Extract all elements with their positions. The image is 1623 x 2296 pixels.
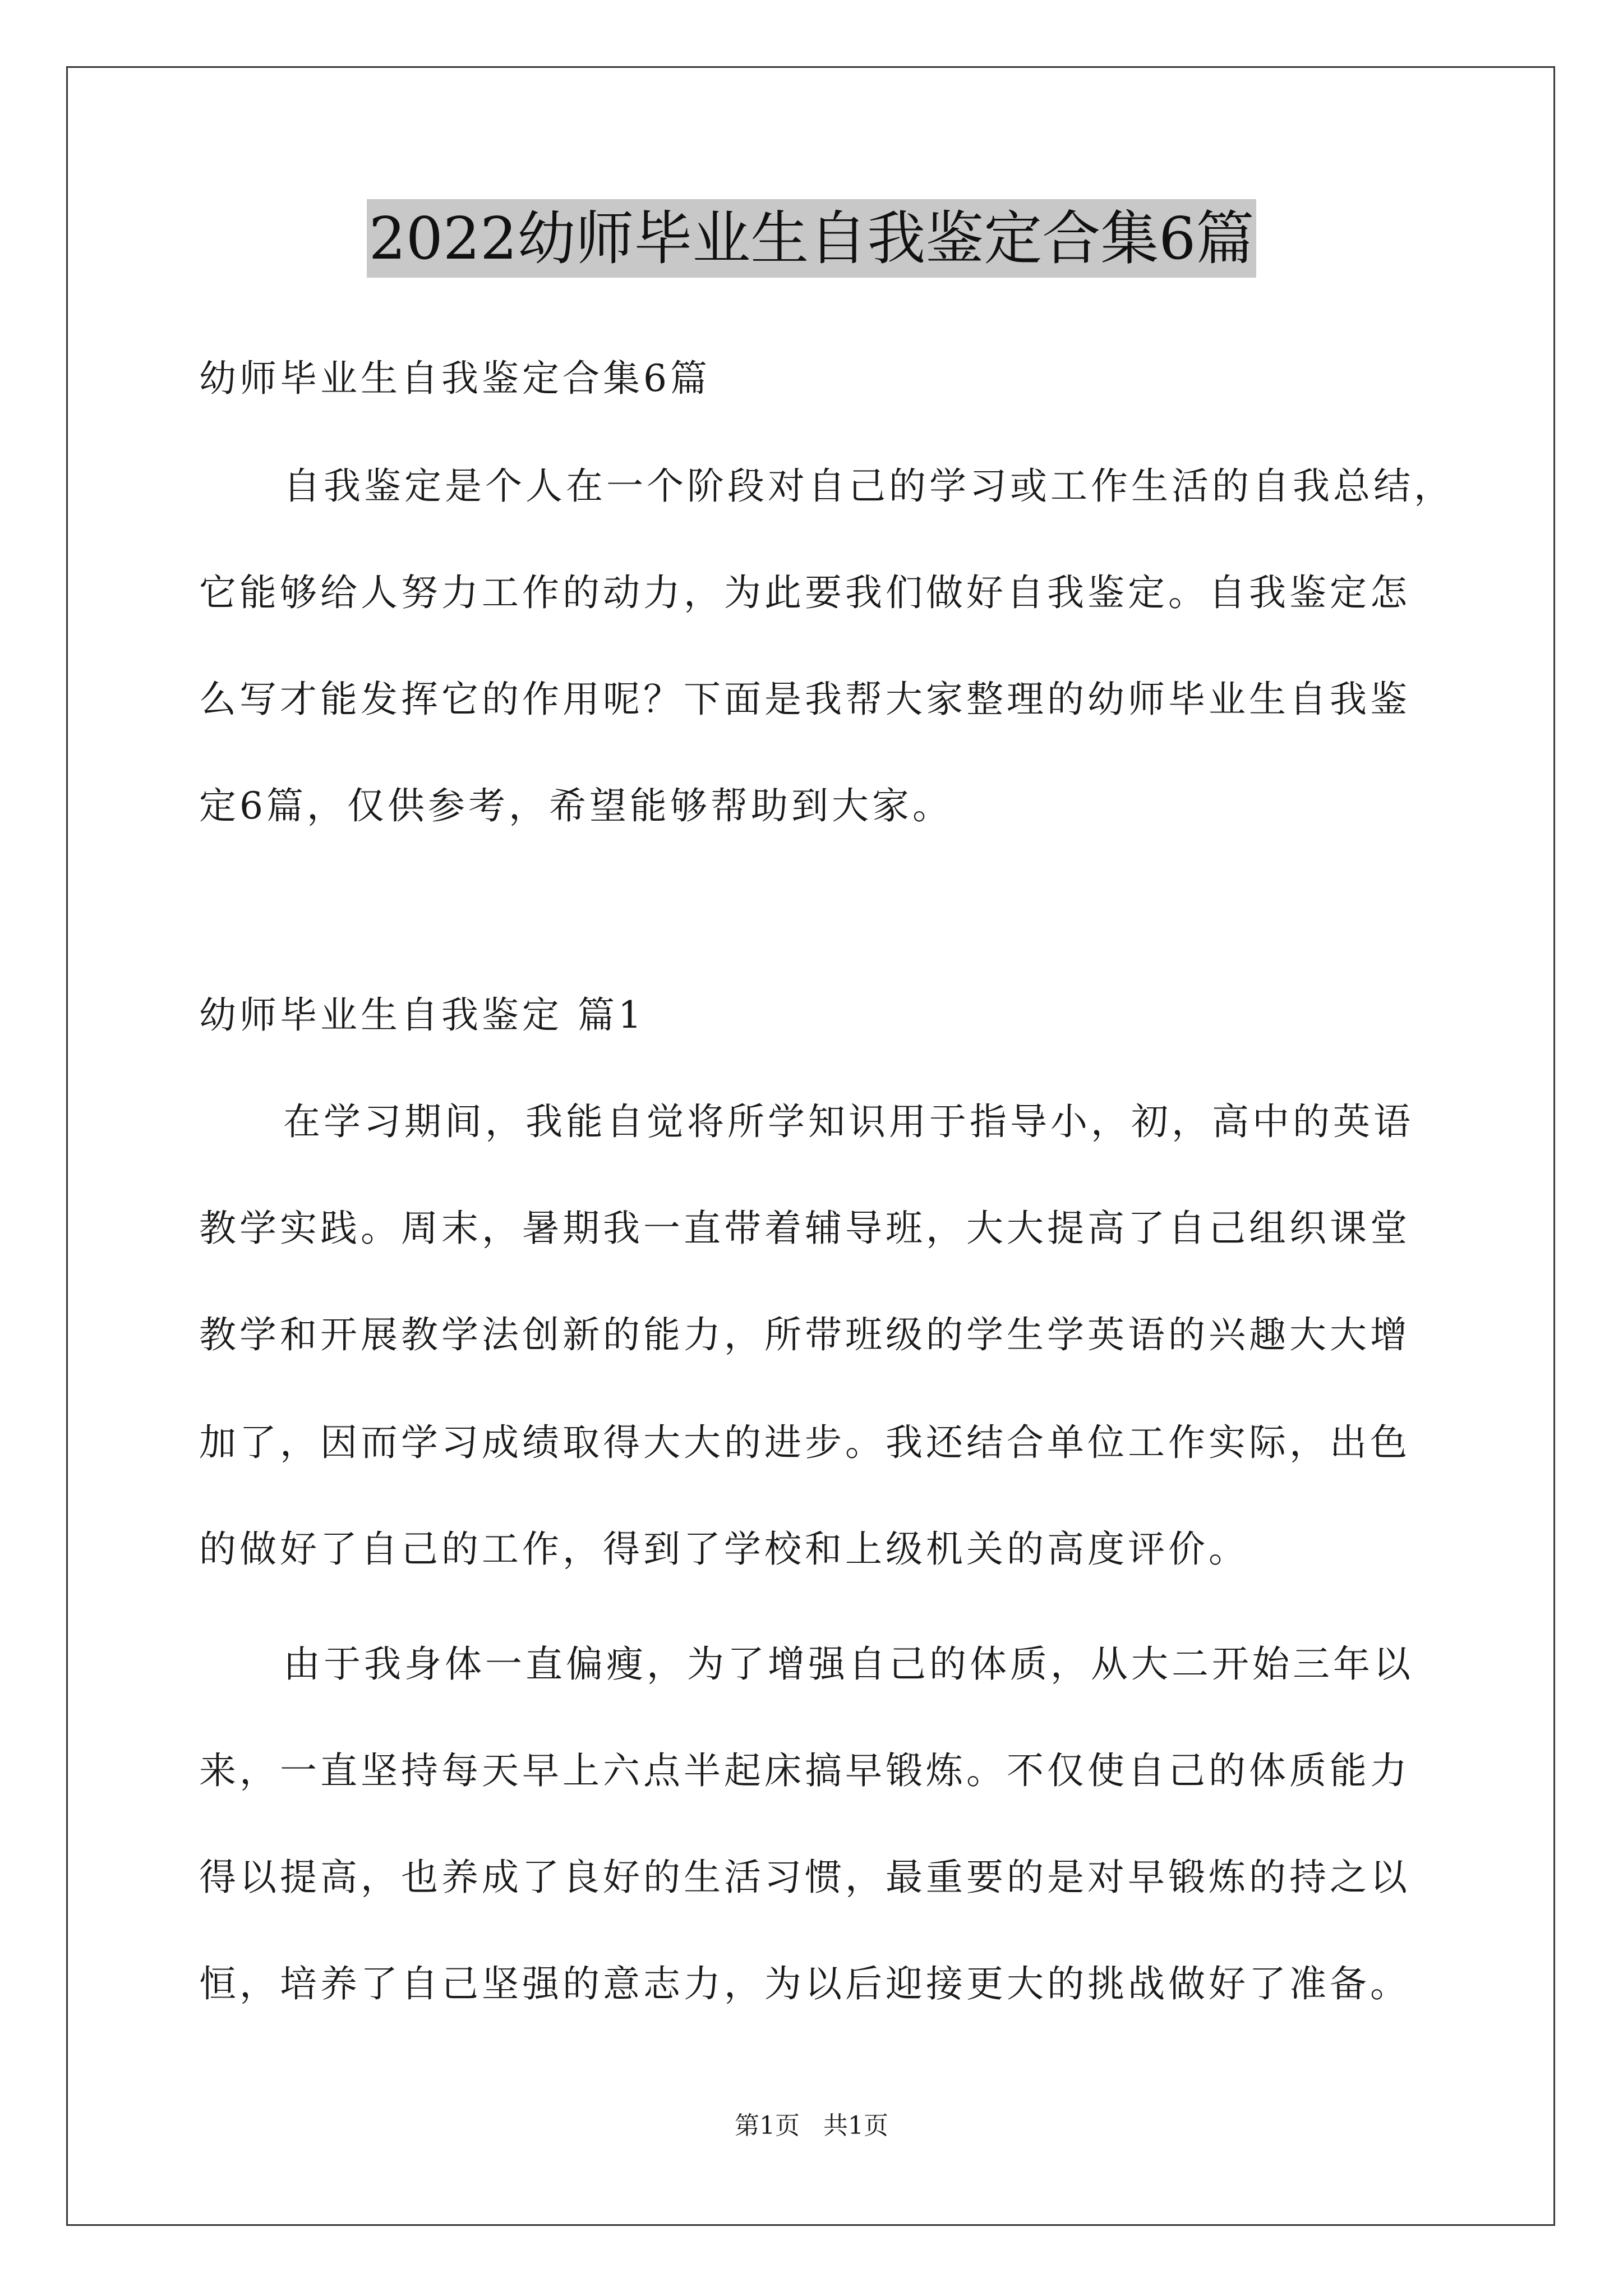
section-heading: 幼师毕业生自我鉴定 篇1 [199, 993, 645, 1037]
document-subtitle: 幼师毕业生自我鉴定合集6篇 [199, 357, 711, 400]
paragraph-line: 由于我身体一直偏瘦，为了增强自己的体质，从大二开始三年以 [283, 1642, 1414, 1686]
paragraph-line: 恒，培养了自己坚强的意志力，为以后迎接更大的挑战做好了准备。 [199, 1962, 1410, 2005]
intro-line: 自我鉴定是个人在一个阶段对自己的学习或工作生活的自我总结， [283, 464, 1454, 508]
paragraph-line: 的做好了自己的工作，得到了学校和上级机关的高度评价。 [199, 1527, 1249, 1571]
paragraph-line: 来，一直坚持每天早上六点半起床搞早锻炼。不仅使自己的体质能力 [199, 1749, 1410, 1792]
paragraph-line: 教学实践。周末，暑期我一直带着辅导班，大大提高了自己组织课堂 [199, 1207, 1410, 1250]
paragraph-line: 得以提高，也养成了良好的生活习惯，最重要的是对早锻炼的持之以 [199, 1856, 1410, 1899]
paragraph-line: 加了，因而学习成绩取得大大的进步。我还结合单位工作实际，出色 [199, 1421, 1410, 1464]
paragraph-line: 在学习期间，我能自觉将所学知识用于指导小，初，高中的英语 [283, 1100, 1414, 1143]
document-title: 2022幼师毕业生自我鉴定合集6篇 [367, 199, 1257, 278]
intro-line: 它能够给人努力工作的动力，为此要我们做好自我鉴定。自我鉴定怎 [199, 571, 1410, 614]
intro-line: 定6篇，仅供参考，希望能够帮助到大家。 [199, 784, 953, 827]
page-footer: 第1页 共1页 [735, 2111, 888, 2140]
intro-line: 么写才能发挥它的作用呢？下面是我帮大家整理的幼师毕业生自我鉴 [199, 678, 1410, 721]
paragraph-line: 教学和开展教学法创新的能力，所带班级的学生学英语的兴趣大大增 [199, 1313, 1410, 1356]
title-container [0, 199, 1623, 278]
